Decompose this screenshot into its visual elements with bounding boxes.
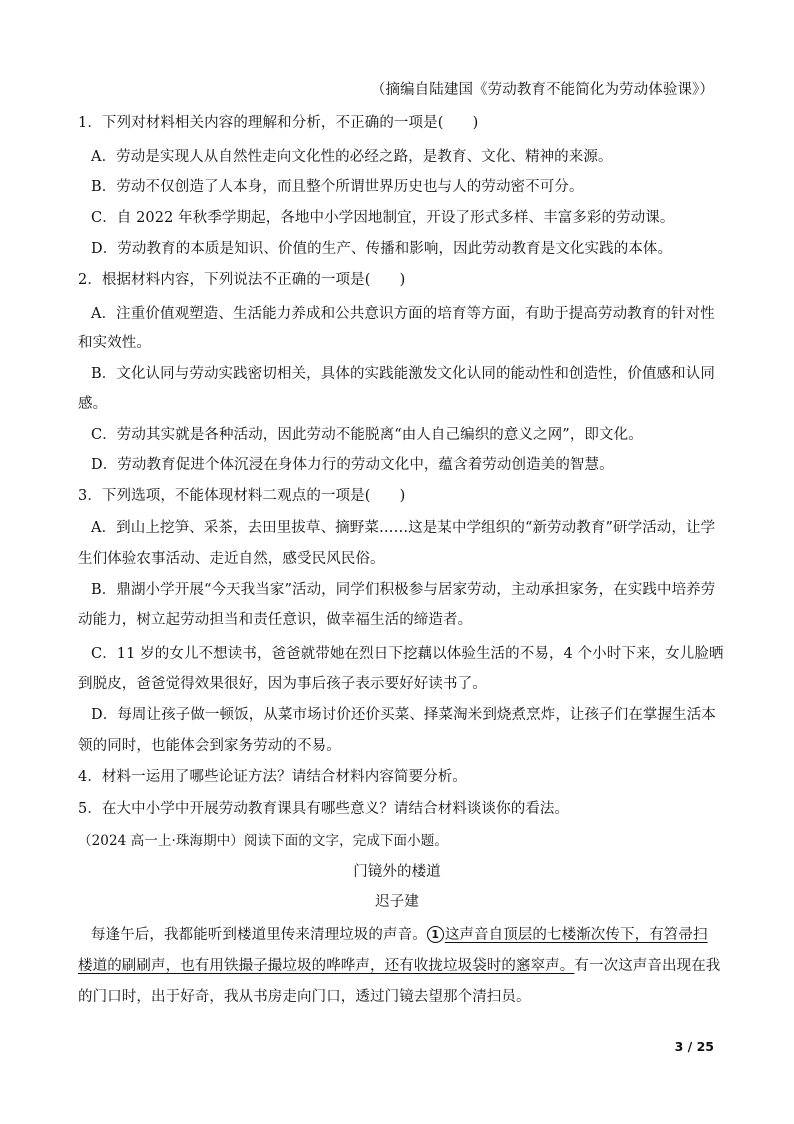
q3-option-a-line2: 生们体验农事活动、走近自然，感受民风民俗。 — [78, 551, 385, 567]
q1-option-a: A．劳动是实现人从自然性走向文化性的必经之路，是教育、文化、精神的来源。 — [91, 149, 613, 165]
article-author: 迟子建 — [375, 894, 419, 910]
q1-option-b: B．劳动不仅创造了人本身，而且整个所谓世界历史也与人的劳动密不可分。 — [91, 179, 584, 195]
reading-intro: （2024 高一上·珠海期中）阅读下面的文字，完成下面小题。 — [78, 833, 448, 849]
q5: 5．在大中小学中开展劳动教育课具有哪些意义？请结合材料谈谈你的看法。 — [78, 801, 570, 817]
page-number: 3 / 25 — [674, 1039, 714, 1054]
q3-option-a-line1: A．到山上挖笋、采茶，去田里拔草、摘野菜……这是某中学组织的“新劳动教育”研学活动，让学 — [91, 520, 716, 536]
p1-underlined-1: 这声音自顶层的七楼渐次传下，有笤帚扫 — [444, 927, 708, 943]
p1-start: 每逢午后，我都能听到楼道里传来清理垃圾的声音。 — [91, 927, 427, 943]
p1-underlined-2: 楼道的刷刷声，也有用铁撮子撮垃圾的哗哗声，还有收拢垃圾袋时的窸窣声。 — [78, 958, 575, 974]
q2-option-b-line2: 感。 — [78, 396, 108, 412]
source-citation: （摘编自陆建国《劳动教育不能简化为劳动体验课》） — [370, 82, 714, 98]
q2-option-d: D．劳动教育促进个体沉浸在身体力行的劳动文化中，蕴含着劳动创造美的智慧。 — [91, 457, 614, 473]
article-paragraph-line3: 的门口时，出于好奇，我从书房走向门口，透过门镜去望那个清扫员。 — [78, 989, 531, 1005]
article-title: 门镜外的楼道 — [353, 864, 441, 880]
p1-after: 有一次这声音出现在我 — [574, 958, 721, 974]
q3-option-d-line1: D．每周让孩子做一顿饭，从菜市场讨价还价买菜、择菜淘米到烧煮烹炸，让孩子们在掌握生活本 — [91, 707, 716, 723]
article-paragraph-line2 — [78, 956, 720, 976]
q4: 4．材料一运用了哪些论证方法？请结合材料内容简要分析。 — [78, 769, 467, 785]
q3-option-c-line2: 到脱皮，爸爸觉得效果很好，因为事后孩子表示要好好读书了。 — [78, 676, 487, 692]
q2-stem: 2．根据材料内容，下列说法不正确的一项是( ) — [78, 272, 406, 288]
q2-option-b-line1: B．文化认同与劳动实践密切相关，具体的实践能激发文化认同的能动性和创造性，价值感和认同 — [91, 366, 715, 382]
q2-option-a-line2: 和实效性。 — [78, 335, 151, 351]
q3-option-d-line2: 领的同时，也能体会到家务劳动的不易。 — [78, 738, 341, 754]
q3-stem: 3．下列选项，不能体现材料二观点的一项是( ) — [78, 488, 406, 504]
q3-option-b-line2: 动能力，树立起劳动担当和责任意识，做幸福生活的缔造者。 — [78, 612, 473, 628]
q1-stem: 1．下列对材料相关内容的理解和分析，不正确的一项是( ) — [78, 115, 479, 131]
q1-option-c: C．自 2022 年秋季学期起，各地中小学因地制宜，开设了形式多样、丰富多彩的劳动课。 — [91, 210, 675, 226]
q2-option-c: C．劳动其实就是各种活动，因此劳动不能脱离“由人自己编织的意义之网”，即文化。 — [91, 427, 643, 443]
q1-option-d: D．劳动教育的本质是知识、价值的生产、传播和影响，因此劳动教育是文化实践的本体。 — [91, 241, 673, 257]
q2-option-a-line1: A．注重价值观塑造、生活能力养成和公共意识方面的培育等方面，有助于提高劳动教育的针对性 — [91, 306, 715, 322]
circled-number-marker: 1 — [427, 926, 444, 943]
q3-option-b-line1: B．鼎湖小学开展“今天我当家”活动，同学们积极参与居家劳动，主动承担家务，在实践中培养劳 — [91, 582, 716, 598]
article-paragraph-line1 — [91, 925, 708, 945]
q3-option-c-line1: C．11 岁的女儿不想读书，爸爸就带她在烈日下挖藕以体验生活的不易，4 个小时下来，女儿脸晒 — [91, 646, 724, 662]
